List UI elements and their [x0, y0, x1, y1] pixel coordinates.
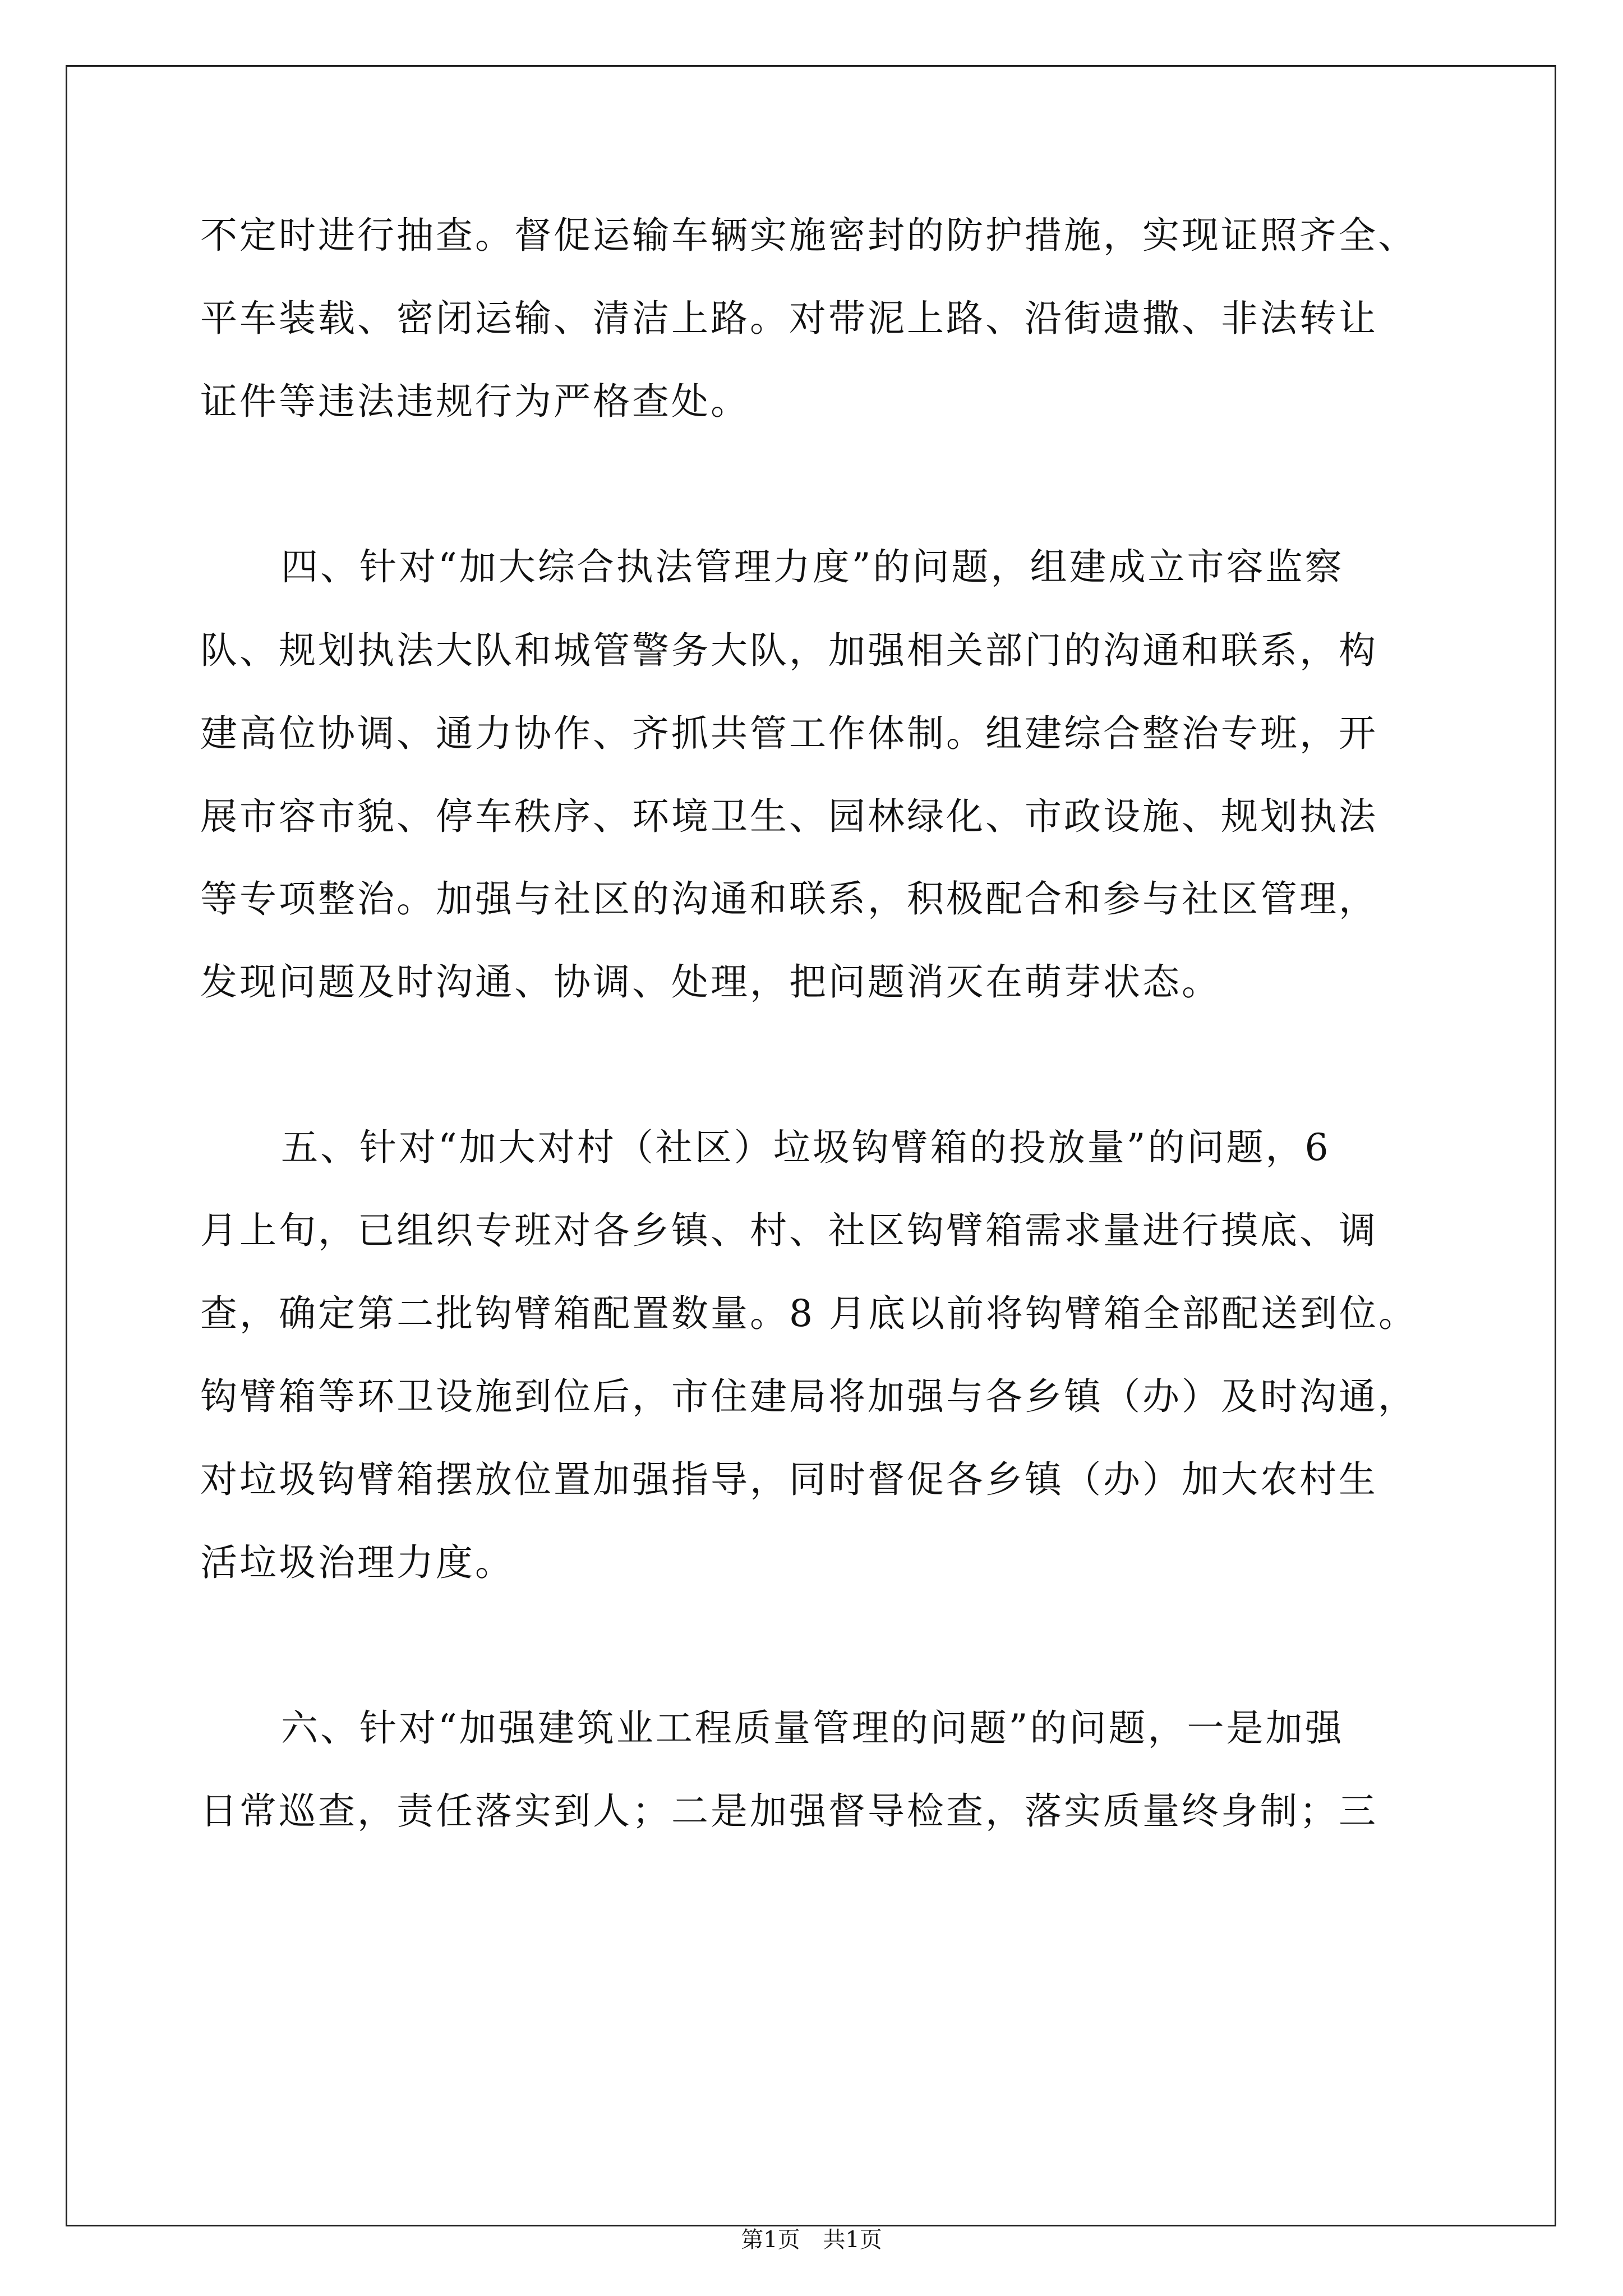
paragraph-start-line: 六、针对“加强建筑业工程质量管理的问题”的问题，一是加强 [281, 1706, 1344, 1750]
text-line: 证件等违法违规行为严格查处。 [200, 380, 750, 423]
text-line: 等专项整治。加强与社区的沟通和联系，积极配合和参与社区管理， [200, 877, 1378, 921]
text-line: 日常巡查，责任落实到人；二是加强督导检查，落实质量终身制；三 [200, 1789, 1378, 1833]
paragraph-start-line: 五、针对“加大对村（社区）垃圾钩臂箱的投放量”的问题，6 [281, 1126, 1331, 1169]
text-line: 查，确定第二批钩臂箱配置数量。8 月底以前将钩臂箱全部配送到位。 [200, 1292, 1418, 1335]
page-footer [0, 2226, 1623, 2254]
text-line: 展市容市貌、停车秩序、环境卫生、园林绿化、市政设施、规划执法 [200, 795, 1378, 838]
text-line: 不定时进行抽查。督促运输车辆实施密封的防护措施，实现证照齐全、 [200, 214, 1417, 257]
page-number: 第1页 [741, 2227, 800, 2253]
text-line: 平车装载、密闭运输、清洁上路。对带泥上路、沿街遗撒、非法转让 [200, 297, 1378, 340]
paragraph-start-line: 四、针对“加大综合执法管理力度”的问题，组建成立市容监察 [281, 545, 1344, 588]
text-line: 队、规划执法大队和城管警务大队，加强相关部门的沟通和联系，构 [200, 629, 1378, 672]
page-total: 共1页 [823, 2227, 882, 2253]
text-line: 活垃圾治理力度。 [200, 1541, 514, 1584]
text-line: 钩臂箱等环卫设施到位后，市住建局将加强与各乡镇（办）及时沟通， [200, 1375, 1417, 1418]
text-line: 对垃圾钩臂箱摆放位置加强指导，同时督促各乡镇（办）加大农村生 [200, 1458, 1378, 1501]
text-line: 月上旬，已组织专班对各乡镇、村、社区钩臂箱需求量进行摸底、调 [200, 1209, 1378, 1252]
text-line: 建高位协调、通力协作、齐抓共管工作体制。组建综合整治专班，开 [200, 712, 1378, 755]
text-line: 发现问题及时沟通、协调、处理，把问题消灭在萌芽状态。 [200, 960, 1221, 1004]
